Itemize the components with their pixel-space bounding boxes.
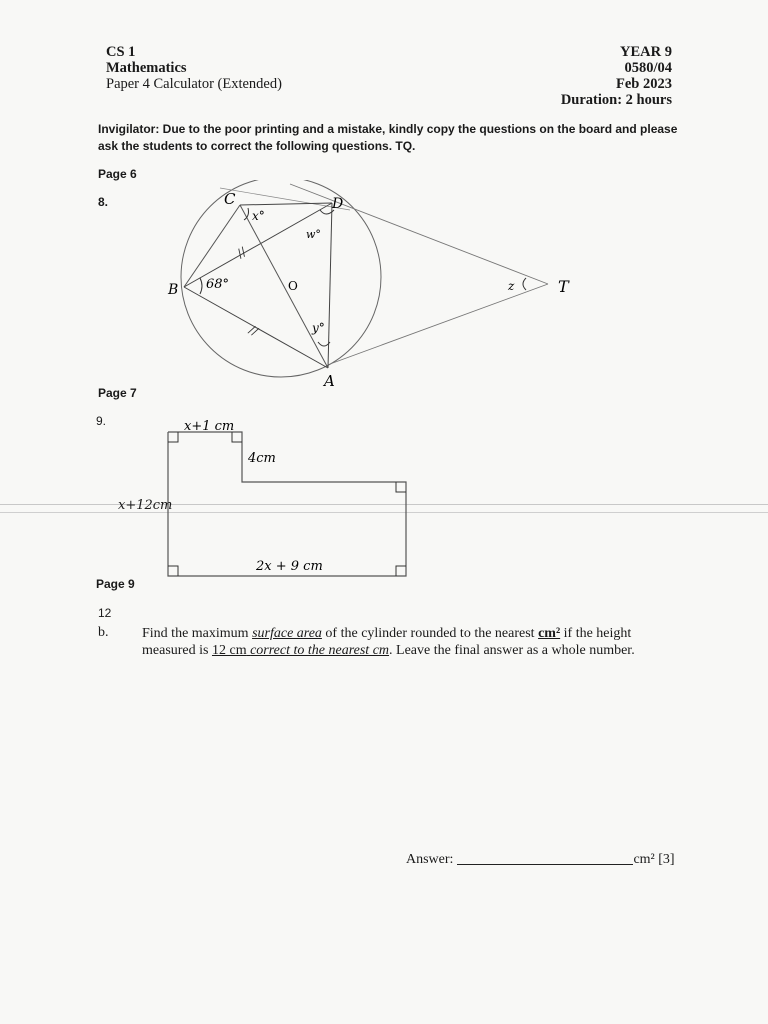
angle-w-label: w° xyxy=(306,228,321,241)
height-value: 12 cm xyxy=(211,643,247,658)
header-right xyxy=(561,44,672,108)
answer-row xyxy=(406,852,675,868)
circle-tangent-diagram xyxy=(160,180,590,395)
bottom-length-label: 2x + 9 cm xyxy=(256,559,323,574)
answer-unit-marks: cm² [3] xyxy=(633,852,675,867)
angle-x-label: x° xyxy=(252,209,265,223)
unit-cm2: cm² xyxy=(538,626,561,641)
question-9-number: 9. xyxy=(96,414,107,428)
right-angle-mark xyxy=(168,566,178,576)
step-height-label: 4cm xyxy=(248,451,276,466)
paper-code: 0580/04 xyxy=(624,60,672,76)
page-7-label: Page 7 xyxy=(98,386,137,400)
subject: Mathematics xyxy=(106,60,187,76)
l-shape-outline xyxy=(168,432,406,576)
surface-area-term: surface area xyxy=(252,626,322,641)
invigilator-note: Invigilator: Due to the poor printing and a mistake, kindly copy the questions on the board and please ask the students to correct the following questions. TQ. xyxy=(98,122,678,153)
duration: Duration: 2 hours xyxy=(560,92,672,108)
right-angle-mark xyxy=(396,482,406,492)
paper-title: Paper 4 Calculator (Extended) xyxy=(106,76,282,92)
left-height-label: x+12cm xyxy=(118,498,173,513)
page-9-label: Page 9 xyxy=(96,577,135,591)
tangent-DT xyxy=(290,184,548,284)
top-length-label: x+1 cm xyxy=(184,420,235,434)
part-b-label: b. xyxy=(98,625,109,640)
header-left xyxy=(106,44,282,92)
page-6-label: Page 6 xyxy=(98,167,137,181)
rounding-note: correct to the nearest cm xyxy=(250,643,390,658)
answer-line[interactable] xyxy=(457,864,633,865)
exam-date: Feb 2023 xyxy=(616,76,672,92)
angle-68-label: 68° xyxy=(206,277,230,292)
angle-z-label: z xyxy=(508,279,515,293)
angle-arc-b xyxy=(200,278,202,294)
point-D: D xyxy=(332,196,344,212)
chord-BC xyxy=(184,205,240,287)
question-8-number: 8. xyxy=(98,195,109,209)
centre-O: O xyxy=(288,279,298,293)
point-A: A xyxy=(324,372,335,390)
question-12-number: 12 xyxy=(98,606,112,620)
angle-arc-z xyxy=(523,278,526,290)
equal-tick-BD: // xyxy=(234,244,249,261)
point-B: B xyxy=(168,282,179,298)
equal-tick-BA: // xyxy=(246,322,261,339)
L-shape-diagram xyxy=(160,420,420,582)
question-12b-text: Find the maximum surface area of the cylinder rounded to the nearest cm² if the height measured is 12 cm correct to the nearest cm. Leave the final answer as a whole number. xyxy=(142,626,635,658)
year: YEAR 9 xyxy=(620,44,672,60)
right-angle-mark xyxy=(168,432,178,442)
angle-y-label: y° xyxy=(312,321,325,335)
top-extension xyxy=(220,188,350,210)
point-T: T xyxy=(558,277,569,296)
school-code: CS 1 xyxy=(106,44,136,60)
answer-label: Answer: xyxy=(406,852,454,867)
right-angle-mark xyxy=(396,566,406,576)
point-C: C xyxy=(224,190,236,208)
tangent-AT xyxy=(330,284,548,364)
